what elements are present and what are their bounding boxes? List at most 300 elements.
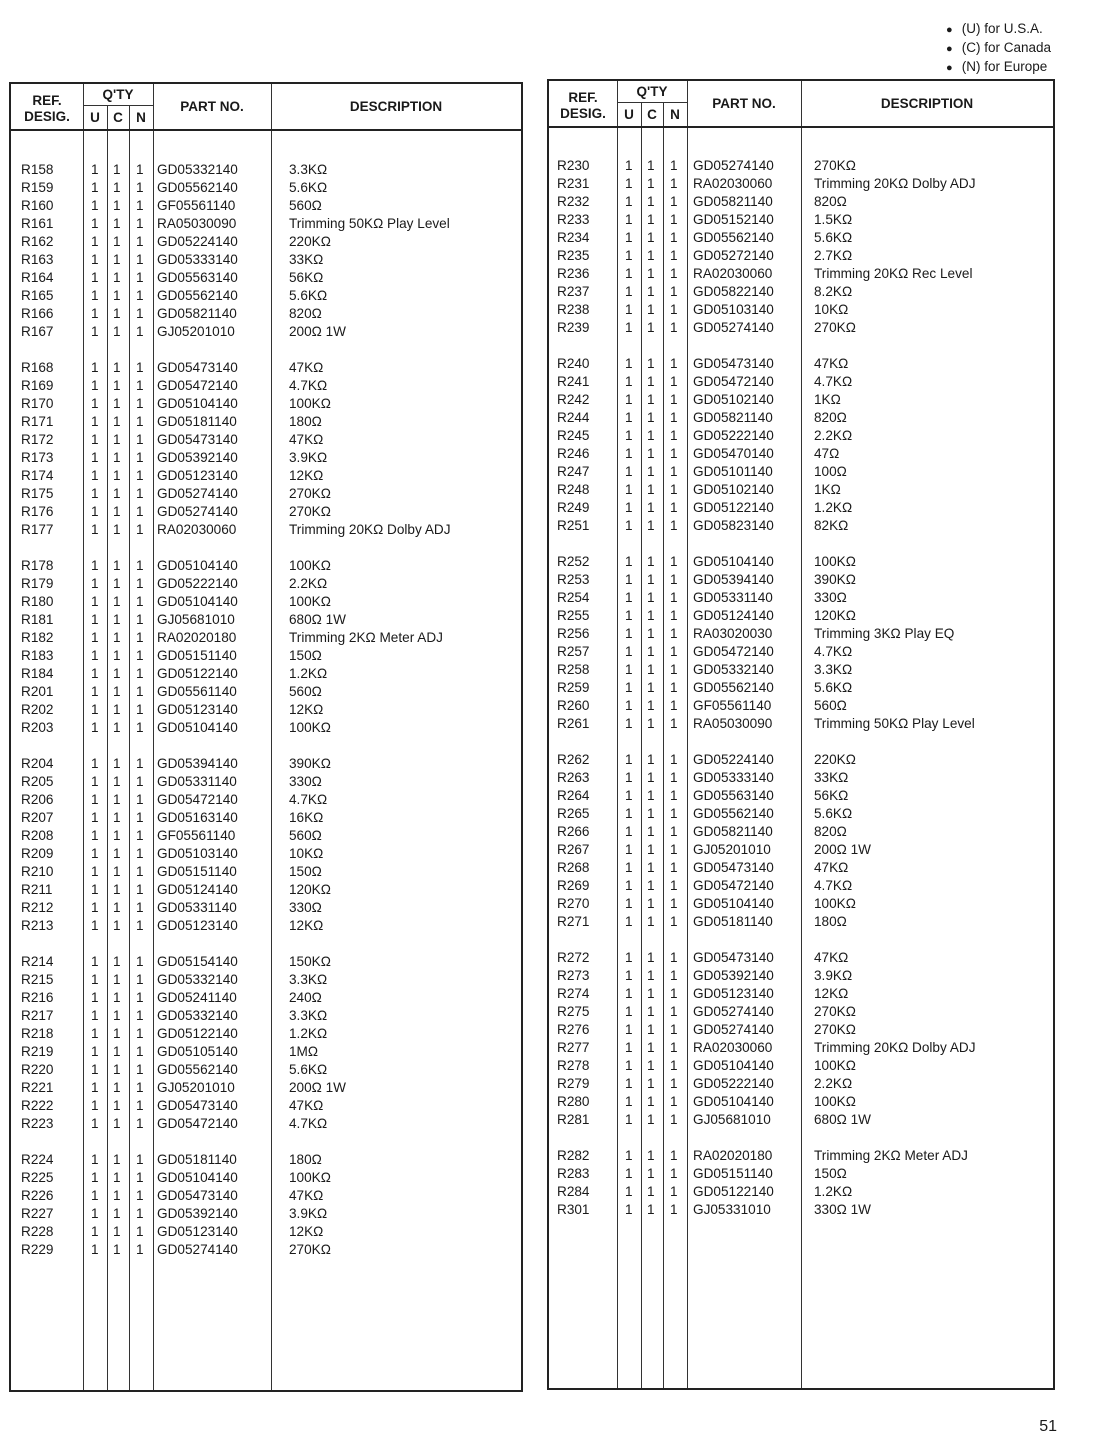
qty-c-cell: 1 <box>113 306 121 321</box>
qty-n-cell: 1 <box>136 792 144 807</box>
qty-c-cell: 1 <box>113 1170 121 1185</box>
ref-desig-cell: R271 <box>557 914 590 929</box>
part-no-cell: GD05274140 <box>157 504 238 519</box>
qty-c-cell: 1 <box>647 1184 655 1199</box>
description-cell: 3.9KΩ <box>814 968 853 983</box>
ref-desig-cell: R227 <box>21 1206 54 1221</box>
ref-desig-cell: R166 <box>21 306 54 321</box>
table-row <box>11 863 521 881</box>
qty-c-cell: 1 <box>113 990 121 1005</box>
part-no-cell: GD05563140 <box>157 270 238 285</box>
table-row <box>549 949 1053 967</box>
ref-desig-cell: R225 <box>21 1170 54 1185</box>
header-c: C <box>113 110 123 125</box>
qty-u-cell: 1 <box>625 860 633 875</box>
description-cell: 120KΩ <box>289 882 331 897</box>
qty-u-cell: 1 <box>625 914 633 929</box>
table-row <box>549 1165 1053 1183</box>
part-no-cell: GD05562140 <box>693 806 774 821</box>
description-cell: 1.2KΩ <box>814 1184 853 1199</box>
ref-desig-cell: R274 <box>557 986 590 1001</box>
qty-c-cell: 1 <box>647 716 655 731</box>
ref-desig-cell: R205 <box>21 774 54 789</box>
qty-c-cell: 1 <box>647 176 655 191</box>
row-group <box>11 755 521 935</box>
qty-u-cell: 1 <box>91 486 99 501</box>
description-cell: 560Ω <box>289 198 322 213</box>
table-row <box>11 467 521 485</box>
qty-u-cell: 1 <box>625 1022 633 1037</box>
table-row <box>11 899 521 917</box>
table-row <box>11 881 521 899</box>
part-no-cell: GD05224140 <box>157 234 238 249</box>
ref-desig-cell: R163 <box>21 252 54 267</box>
description-cell: 16KΩ <box>289 810 324 825</box>
qty-n-cell: 1 <box>136 504 144 519</box>
qty-n-cell: 1 <box>136 1206 144 1221</box>
qty-n-cell: 1 <box>136 558 144 573</box>
row-group <box>11 953 521 1133</box>
qty-n-cell: 1 <box>136 576 144 591</box>
description-cell: 180Ω <box>814 914 847 929</box>
description-cell: 4.7KΩ <box>814 374 853 389</box>
qty-c-cell: 1 <box>113 630 121 645</box>
qty-u-cell: 1 <box>625 248 633 263</box>
table-row <box>11 1007 521 1025</box>
qty-c-cell: 1 <box>647 842 655 857</box>
description-cell: 4.7KΩ <box>289 1116 328 1131</box>
parts-table-right <box>547 79 1055 1390</box>
qty-u-cell: 1 <box>625 842 633 857</box>
part-no-cell: GD05104140 <box>693 896 774 911</box>
ref-desig-cell: R283 <box>557 1166 590 1181</box>
qty-u-cell: 1 <box>625 554 633 569</box>
qty-c-cell: 1 <box>647 914 655 929</box>
part-no-cell: GD05222140 <box>693 1076 774 1091</box>
qty-c-cell: 1 <box>113 270 121 285</box>
description-cell: 220KΩ <box>289 234 331 249</box>
part-no-cell: GD05563140 <box>693 788 774 803</box>
table-row <box>549 859 1053 877</box>
qty-n-cell: 1 <box>670 284 678 299</box>
qty-n-cell: 1 <box>670 1004 678 1019</box>
ref-desig-cell: R180 <box>21 594 54 609</box>
qty-u-cell: 1 <box>91 198 99 213</box>
ref-desig-cell: R184 <box>21 666 54 681</box>
qty-n-cell: 1 <box>670 572 678 587</box>
qty-u-cell: 1 <box>91 882 99 897</box>
qty-u-cell: 1 <box>91 990 99 1005</box>
qty-c-cell: 1 <box>647 428 655 443</box>
qty-n-cell: 1 <box>136 270 144 285</box>
row-group <box>11 1151 521 1259</box>
table-row <box>11 287 521 305</box>
table-row <box>549 463 1053 481</box>
description-cell: 33KΩ <box>814 770 849 785</box>
part-no-cell: GD05392140 <box>157 1206 238 1221</box>
part-no-cell: GD05333140 <box>693 770 774 785</box>
header-ref-desig: REF. DESIG. <box>24 93 70 124</box>
ref-desig-cell: R170 <box>21 396 54 411</box>
ref-desig-cell: R231 <box>557 176 590 191</box>
qty-u-cell: 1 <box>91 666 99 681</box>
part-no-cell: GD05123140 <box>693 986 774 1001</box>
qty-u-cell: 1 <box>91 432 99 447</box>
part-no-cell: RA05030090 <box>157 216 237 231</box>
description-cell: 150Ω <box>289 648 322 663</box>
part-no-cell: GD05821140 <box>693 824 773 839</box>
qty-u-cell: 1 <box>91 162 99 177</box>
qty-c-cell: 1 <box>113 846 121 861</box>
part-no-cell: GF05561140 <box>157 198 236 213</box>
ref-desig-cell: R264 <box>557 788 590 803</box>
ref-desig-cell: R216 <box>21 990 54 1005</box>
part-no-cell: GD05122140 <box>157 1026 238 1041</box>
qty-u-cell: 1 <box>91 252 99 267</box>
description-cell: 1.2KΩ <box>814 500 853 515</box>
ref-desig-cell: R208 <box>21 828 54 843</box>
description-cell: Trimming 20KΩ Dolby ADJ <box>289 522 451 537</box>
ref-desig-cell: R209 <box>21 846 54 861</box>
ref-desig-cell: R215 <box>21 972 54 987</box>
qty-n-cell: 1 <box>670 518 678 533</box>
ref-desig-cell: R212 <box>21 900 54 915</box>
table-row <box>11 971 521 989</box>
qty-n-cell: 1 <box>670 1112 678 1127</box>
ref-desig-cell: R179 <box>21 576 54 591</box>
qty-n-cell: 1 <box>136 198 144 213</box>
description-cell: 5.6KΩ <box>814 806 853 821</box>
ref-desig-cell: R255 <box>557 608 590 623</box>
ref-desig-cell: R230 <box>557 158 590 173</box>
description-cell: 270KΩ <box>814 1004 856 1019</box>
qty-n-cell: 1 <box>670 842 678 857</box>
qty-c-cell: 1 <box>113 648 121 663</box>
qty-u-cell: 1 <box>91 396 99 411</box>
qty-c-cell: 1 <box>113 1098 121 1113</box>
header-ref-desig: REF. DESIG. <box>560 90 606 121</box>
qty-c-cell: 1 <box>113 324 121 339</box>
qty-u-cell: 1 <box>91 180 99 195</box>
parts-table-left <box>9 82 523 1392</box>
qty-n-cell: 1 <box>136 216 144 231</box>
description-cell: 330Ω 1W <box>814 1202 872 1217</box>
ref-desig-cell: R158 <box>21 162 54 177</box>
qty-u-cell: 1 <box>625 428 633 443</box>
description-cell: 4.7KΩ <box>289 792 328 807</box>
ref-desig-cell: R219 <box>21 1044 54 1059</box>
ref-desig-cell: R207 <box>21 810 54 825</box>
page-number: 51 <box>1039 1418 1057 1435</box>
qty-n-cell: 1 <box>670 590 678 605</box>
qty-u-cell: 1 <box>91 1170 99 1185</box>
qty-n-cell: 1 <box>670 914 678 929</box>
table-row <box>549 913 1053 931</box>
description-cell: 10KΩ <box>814 302 849 317</box>
qty-u-cell: 1 <box>91 828 99 843</box>
qty-u-cell: 1 <box>625 824 633 839</box>
qty-n-cell: 1 <box>670 788 678 803</box>
description-cell: 100KΩ <box>814 1094 856 1109</box>
ref-desig-cell: R282 <box>557 1148 590 1163</box>
qty-n-cell: 1 <box>670 752 678 767</box>
ref-desig-cell: R246 <box>557 446 590 461</box>
description-cell: 47KΩ <box>289 360 324 375</box>
ref-desig-cell: R228 <box>21 1224 54 1239</box>
qty-u-cell: 1 <box>625 230 633 245</box>
qty-c-cell: 1 <box>113 378 121 393</box>
qty-n-cell: 1 <box>136 324 144 339</box>
qty-c-cell: 1 <box>647 1040 655 1055</box>
qty-u-cell: 1 <box>625 896 633 911</box>
description-cell: 150Ω <box>814 1166 847 1181</box>
table-row <box>549 571 1053 589</box>
description-cell: 390KΩ <box>814 572 856 587</box>
table-row <box>549 301 1053 319</box>
ref-desig-cell: R203 <box>21 720 54 735</box>
ref-desig-cell: R171 <box>21 414 54 429</box>
qty-n-cell: 1 <box>670 1040 678 1055</box>
description-cell: 120KΩ <box>814 608 856 623</box>
table-header <box>549 81 1053 128</box>
qty-u-cell: 1 <box>91 324 99 339</box>
table-row <box>11 179 521 197</box>
qty-n-cell: 1 <box>136 288 144 303</box>
part-no-cell: GJ05681010 <box>693 1112 771 1127</box>
qty-n-cell: 1 <box>136 522 144 537</box>
part-no-cell: GD05473140 <box>157 1098 238 1113</box>
part-no-cell: GD05472140 <box>157 1116 238 1131</box>
qty-c-cell: 1 <box>113 234 121 249</box>
qty-u-cell: 1 <box>625 1166 633 1181</box>
qty-n-cell: 1 <box>136 1008 144 1023</box>
qty-u-cell: 1 <box>91 270 99 285</box>
description-cell: 100KΩ <box>814 554 856 569</box>
part-no-cell: RA02020180 <box>693 1148 773 1163</box>
qty-n-cell: 1 <box>670 662 678 677</box>
qty-c-cell: 1 <box>647 248 655 263</box>
qty-n-cell: 1 <box>136 306 144 321</box>
part-no-cell: GD05104140 <box>157 558 238 573</box>
qty-u-cell: 1 <box>625 158 633 173</box>
qty-n-cell: 1 <box>670 464 678 479</box>
qty-c-cell: 1 <box>647 644 655 659</box>
qty-n-cell: 1 <box>670 1202 678 1217</box>
table-row <box>549 229 1053 247</box>
row-group <box>549 1147 1053 1219</box>
qty-u-cell: 1 <box>625 284 633 299</box>
ref-desig-cell: R266 <box>557 824 590 839</box>
part-no-cell: GD05274140 <box>693 1004 774 1019</box>
qty-u-cell: 1 <box>625 446 633 461</box>
description-cell: 5.6KΩ <box>289 288 328 303</box>
ref-desig-cell: R272 <box>557 950 590 965</box>
table-row <box>549 841 1053 859</box>
description-cell: 82KΩ <box>814 518 849 533</box>
qty-c-cell: 1 <box>647 806 655 821</box>
qty-c-cell: 1 <box>113 864 121 879</box>
qty-u-cell: 1 <box>625 518 633 533</box>
region-legend <box>946 20 1051 77</box>
part-no-cell: GD05394140 <box>157 756 238 771</box>
table-row <box>549 1075 1053 1093</box>
part-no-cell: GD05274140 <box>157 486 238 501</box>
qty-c-cell: 1 <box>647 824 655 839</box>
qty-u-cell: 1 <box>625 1094 633 1109</box>
ref-desig-cell: R261 <box>557 716 590 731</box>
qty-c-cell: 1 <box>113 486 121 501</box>
ref-desig-cell: R210 <box>21 864 54 879</box>
qty-u-cell: 1 <box>91 954 99 969</box>
qty-n-cell: 1 <box>136 162 144 177</box>
qty-u-cell: 1 <box>91 1152 99 1167</box>
qty-n-cell: 1 <box>670 374 678 389</box>
qty-c-cell: 1 <box>113 702 121 717</box>
table-row <box>549 373 1053 391</box>
description-cell: Trimming 20KΩ Dolby ADJ <box>814 176 976 191</box>
qty-u-cell: 1 <box>625 1184 633 1199</box>
table-row <box>11 1151 521 1169</box>
description-cell: 10KΩ <box>289 846 324 861</box>
description-cell: 47KΩ <box>814 950 849 965</box>
part-no-cell: RA02030060 <box>693 176 773 191</box>
header-part-no: PART NO. <box>180 99 244 114</box>
qty-u-cell: 1 <box>91 918 99 933</box>
qty-n-cell: 1 <box>136 630 144 645</box>
part-no-cell: GD05562140 <box>693 230 774 245</box>
qty-u-cell: 1 <box>625 608 633 623</box>
qty-u-cell: 1 <box>91 234 99 249</box>
table-row <box>11 1223 521 1241</box>
qty-n-cell: 1 <box>136 414 144 429</box>
table-row <box>549 175 1053 193</box>
table-row <box>11 1025 521 1043</box>
description-cell: 12KΩ <box>289 1224 324 1239</box>
qty-c-cell: 1 <box>647 572 655 587</box>
table-row <box>549 481 1053 499</box>
ref-desig-cell: R229 <box>21 1242 54 1257</box>
qty-u-cell: 1 <box>91 1098 99 1113</box>
ref-desig-cell: R160 <box>21 198 54 213</box>
table-row <box>549 625 1053 643</box>
table-row <box>549 1111 1053 1129</box>
table-row <box>11 395 521 413</box>
qty-n-cell: 1 <box>670 626 678 641</box>
qty-u-cell: 1 <box>625 572 633 587</box>
table-row <box>11 1205 521 1223</box>
description-cell: 100KΩ <box>289 594 331 609</box>
qty-n-cell: 1 <box>670 266 678 281</box>
part-no-cell: GD05103140 <box>157 846 238 861</box>
description-cell: 1.5KΩ <box>814 212 853 227</box>
ref-desig-cell: R280 <box>557 1094 590 1109</box>
qty-n-cell: 1 <box>136 882 144 897</box>
table-row <box>549 1201 1053 1219</box>
qty-c-cell: 1 <box>647 1004 655 1019</box>
qty-u-cell: 1 <box>625 698 633 713</box>
qty-u-cell: 1 <box>625 356 633 371</box>
qty-c-cell: 1 <box>113 954 121 969</box>
ref-desig-cell: R249 <box>557 500 590 515</box>
qty-n-cell: 1 <box>670 392 678 407</box>
table-row <box>549 1003 1053 1021</box>
ref-desig-cell: R201 <box>21 684 54 699</box>
ref-desig-cell: R202 <box>21 702 54 717</box>
qty-c-cell: 1 <box>113 360 121 375</box>
ref-desig-cell: R247 <box>557 464 590 479</box>
ref-desig-cell: R238 <box>557 302 590 317</box>
description-cell: 47Ω <box>814 446 840 461</box>
qty-n-cell: 1 <box>136 828 144 843</box>
qty-n-cell: 1 <box>136 954 144 969</box>
part-no-cell: GJ05201010 <box>157 324 235 339</box>
part-no-cell: GD05823140 <box>693 518 774 533</box>
qty-u-cell: 1 <box>625 878 633 893</box>
part-no-cell: GD05472140 <box>693 878 774 893</box>
part-no-cell: GD05332140 <box>157 972 238 987</box>
qty-u-cell: 1 <box>625 1202 633 1217</box>
table-row <box>11 215 521 233</box>
qty-u-cell: 1 <box>625 464 633 479</box>
description-cell: 2.2KΩ <box>289 576 328 591</box>
ref-desig-cell: R260 <box>557 698 590 713</box>
row-group <box>11 557 521 737</box>
qty-u-cell: 1 <box>91 684 99 699</box>
qty-c-cell: 1 <box>113 1206 121 1221</box>
description-cell: Trimming 50KΩ Play Level <box>289 216 450 231</box>
qty-n-cell: 1 <box>670 446 678 461</box>
qty-n-cell: 1 <box>136 810 144 825</box>
description-cell: Trimming 2KΩ Meter ADJ <box>814 1148 968 1163</box>
ref-desig-cell: R242 <box>557 392 590 407</box>
qty-c-cell: 1 <box>113 792 121 807</box>
qty-c-cell: 1 <box>647 1094 655 1109</box>
qty-u-cell: 1 <box>91 1044 99 1059</box>
description-cell: 5.6KΩ <box>814 230 853 245</box>
qty-u-cell: 1 <box>91 1008 99 1023</box>
table-row <box>11 1241 521 1259</box>
qty-c-cell: 1 <box>647 860 655 875</box>
qty-u-cell: 1 <box>91 900 99 915</box>
qty-n-cell: 1 <box>670 482 678 497</box>
table-row <box>11 593 521 611</box>
table-row <box>11 251 521 269</box>
ref-desig-cell: R226 <box>21 1188 54 1203</box>
ref-desig-cell: R263 <box>557 770 590 785</box>
part-no-cell: GD05103140 <box>693 302 774 317</box>
part-no-cell: GD05821140 <box>157 306 237 321</box>
qty-n-cell: 1 <box>136 918 144 933</box>
qty-c-cell: 1 <box>113 450 121 465</box>
description-cell: 330Ω <box>289 900 322 915</box>
qty-n-cell: 1 <box>136 1026 144 1041</box>
qty-u-cell: 1 <box>91 594 99 609</box>
qty-c-cell: 1 <box>113 162 121 177</box>
qty-c-cell: 1 <box>647 590 655 605</box>
qty-c-cell: 1 <box>647 770 655 785</box>
qty-n-cell: 1 <box>136 612 144 627</box>
description-cell: 200Ω 1W <box>289 324 347 339</box>
part-no-cell: GD05222140 <box>157 576 238 591</box>
description-cell: 3.3KΩ <box>289 972 328 987</box>
part-no-cell: GD05332140 <box>157 162 238 177</box>
qty-c-cell: 1 <box>113 522 121 537</box>
table-row <box>549 445 1053 463</box>
table-row <box>549 499 1053 517</box>
description-cell: 150KΩ <box>289 954 331 969</box>
table-row <box>11 521 521 539</box>
table-row <box>11 755 521 773</box>
